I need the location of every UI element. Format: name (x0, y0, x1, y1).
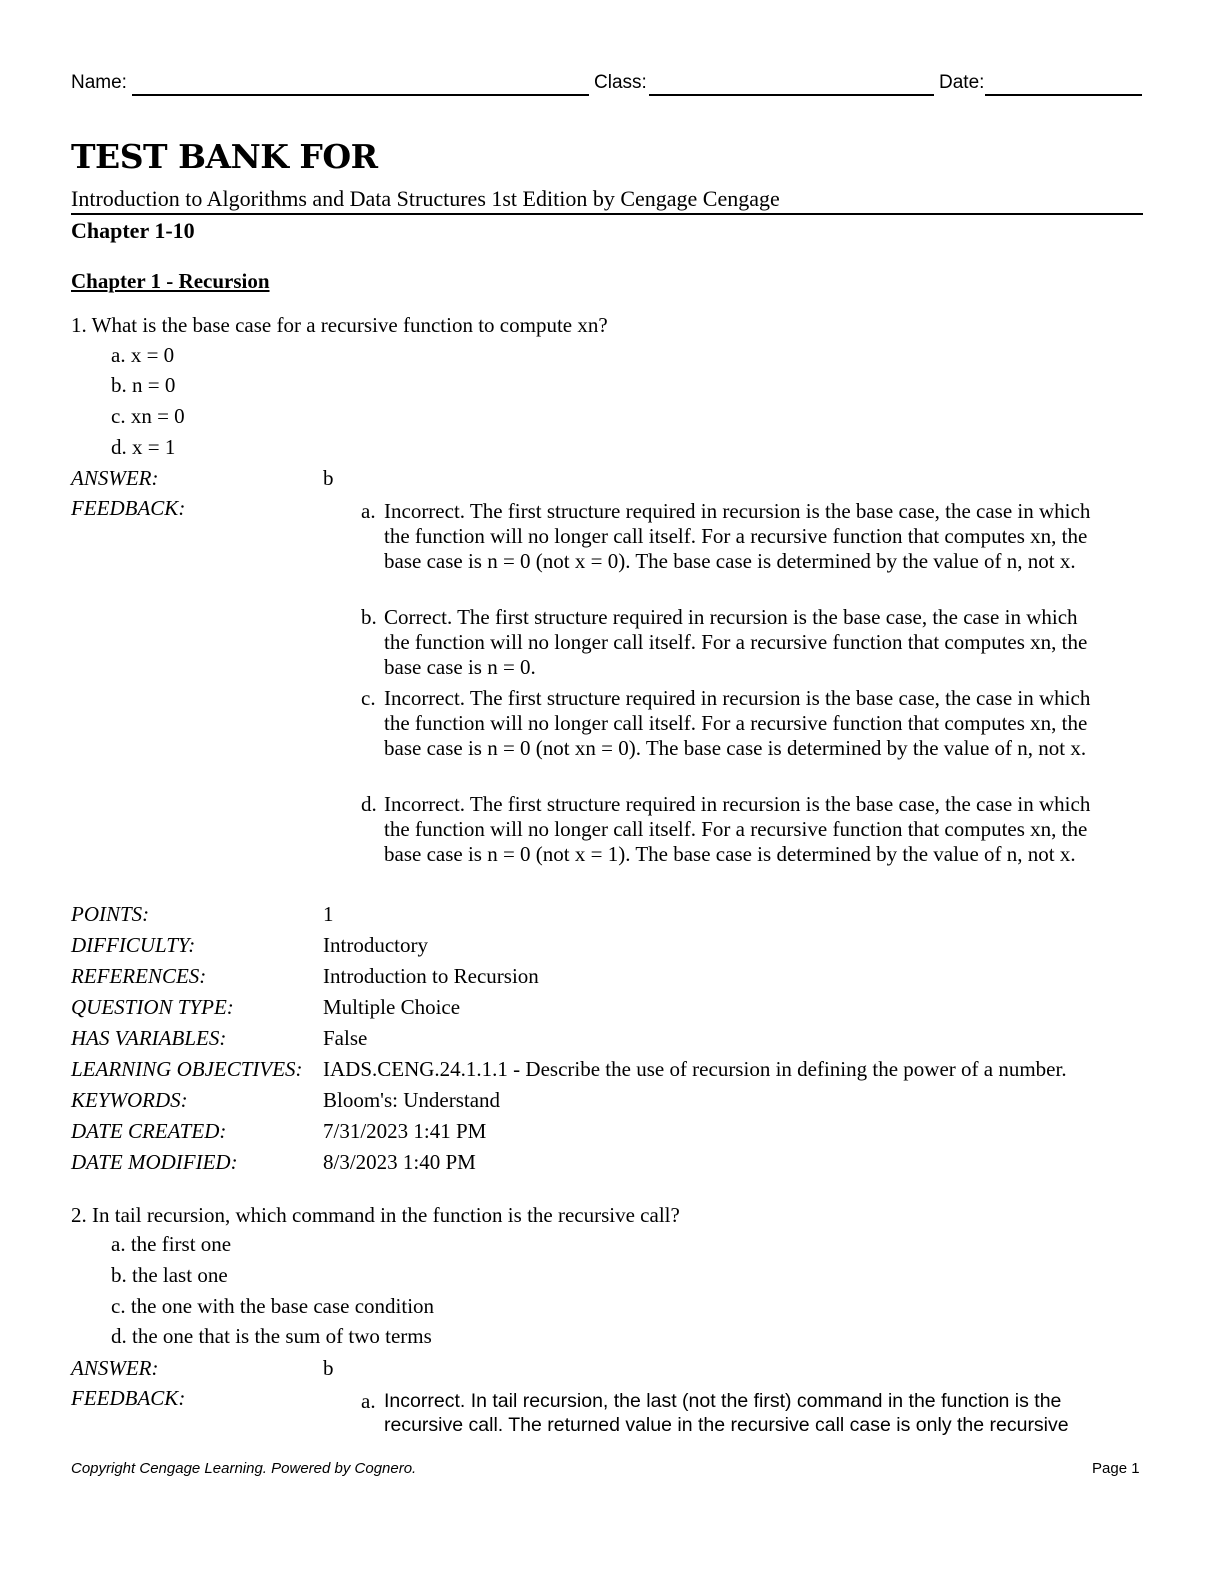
answer-label: ANSWER: (71, 466, 159, 490)
copyright-footer: Copyright Cengage Learning. Powered by Cognero. (71, 1460, 417, 1477)
learning-objectives-label: LEARNING OBJECTIVES: (71, 1057, 303, 1081)
question-1-feedback-b (361, 605, 1106, 680)
question-1-keywords: Bloom's: Understand (323, 1088, 501, 1112)
feedback-letter: b. (361, 605, 377, 629)
chapter-range: Chapter 1-10 (71, 218, 195, 243)
keywords-label: KEYWORDS: (71, 1088, 188, 1112)
feedback-label: FEEDBACK: (71, 1386, 186, 1410)
question-2-option-a: a. the first one (111, 1232, 232, 1256)
date-created-label: DATE CREATED: (71, 1119, 227, 1143)
feedback-text: Incorrect. The first structure required in recursion is the base case, the case in which the function will no longer call itself. For a recursive function that computes xn, the base case is n = 0 (not x = 0). The base case is determined by the value of n, not x. (384, 499, 1091, 573)
question-1-date-modified: 8/3/2023 1:40 PM (323, 1150, 476, 1174)
question-1-prompt: 1. What is the base case for a recursive function to compute xn? (71, 313, 608, 337)
class-field-line[interactable] (649, 94, 934, 96)
question-1-option-a: a. x = 0 (111, 343, 175, 367)
question-1-feedback-a (361, 499, 1106, 574)
feedback-text: Incorrect. The first structure required in recursion is the base case, the case in which the function will no longer call itself. For a recursive function that computes xn, the base case is n = 0 (not x = 1). The base case is determined by the value of n, not x. (384, 792, 1091, 866)
question-2-option-d: d. the one that is the sum of two terms (111, 1324, 432, 1348)
feedback-letter: d. (361, 792, 377, 816)
feedback-text: Incorrect. The first structure required in recursion is the base case, the case in which the function will no longer call itself. For a recursive function that computes xn, the base case is n = 0 (not xn = 0). The base case is determined by the value of n, not x. (384, 686, 1091, 760)
feedback-letter: a. (361, 499, 376, 523)
section-title: Chapter 1 - Recursion (71, 269, 270, 293)
book-subtitle: Introduction to Algorithms and Data Structures 1st Edition by Cengage Cengage (71, 185, 1143, 215)
question-2-option-b: b. the last one (111, 1263, 228, 1287)
name-field-line[interactable] (132, 94, 589, 96)
question-1-option-c: c. xn = 0 (111, 404, 185, 428)
question-2-answer: b (323, 1356, 334, 1380)
question-1-difficulty: Introductory (323, 933, 428, 957)
date-label: Date: (939, 72, 985, 93)
date-field-line[interactable] (985, 94, 1142, 96)
question-1-option-d: d. x = 1 (111, 435, 176, 459)
name-label: Name: (71, 72, 127, 93)
answer-label: ANSWER: (71, 1356, 159, 1380)
date-modified-label: DATE MODIFIED: (71, 1150, 238, 1174)
question-1-type: Multiple Choice (323, 995, 461, 1019)
class-label: Class: (594, 72, 647, 93)
question-2-option-c: c. the one with the base case condition (111, 1294, 435, 1318)
feedback-label: FEEDBACK: (71, 496, 186, 520)
question-2-prompt: 2. In tail recursion, which command in the function is the recursive call? (71, 1203, 680, 1227)
document-title: TEST BANK FOR (71, 137, 378, 176)
has-variables-label: HAS VARIABLES: (71, 1026, 227, 1050)
question-1-learning-objectives: IADS.CENG.24.1.1.1 - Describe the use of recursion in defining the power of a number. (323, 1057, 1067, 1081)
question-type-label: QUESTION TYPE: (71, 995, 234, 1019)
feedback-text: Incorrect. In tail recursion, the last (not the first) command in the function is the recursive call. The returned value in the recursive call case is only the recursive (384, 1390, 1069, 1436)
difficulty-label: DIFFICULTY: (71, 933, 196, 957)
question-1-date-created: 7/31/2023 1:41 PM (323, 1119, 487, 1143)
references-label: REFERENCES: (71, 964, 207, 988)
page-number: Page 1 (1092, 1460, 1140, 1477)
question-1-option-b: b. n = 0 (111, 373, 176, 397)
points-label: POINTS: (71, 902, 150, 926)
question-1-has-variables: False (323, 1026, 368, 1050)
question-2-feedback-a (361, 1389, 1091, 1437)
feedback-letter: c. (361, 686, 376, 710)
question-1-references: Introduction to Recursion (323, 964, 539, 988)
question-1-feedback-d (361, 792, 1106, 867)
feedback-letter: a. (361, 1389, 376, 1413)
question-1-answer: b (323, 466, 334, 490)
question-1-points: 1 (323, 902, 334, 926)
feedback-text: Correct. The first structure required in recursion is the base case, the case in which the function will no longer call itself. For a recursive function that computes xn, the base case is n = 0. (384, 605, 1088, 679)
student-info-header (71, 70, 1142, 98)
question-1-feedback-c (361, 686, 1106, 761)
